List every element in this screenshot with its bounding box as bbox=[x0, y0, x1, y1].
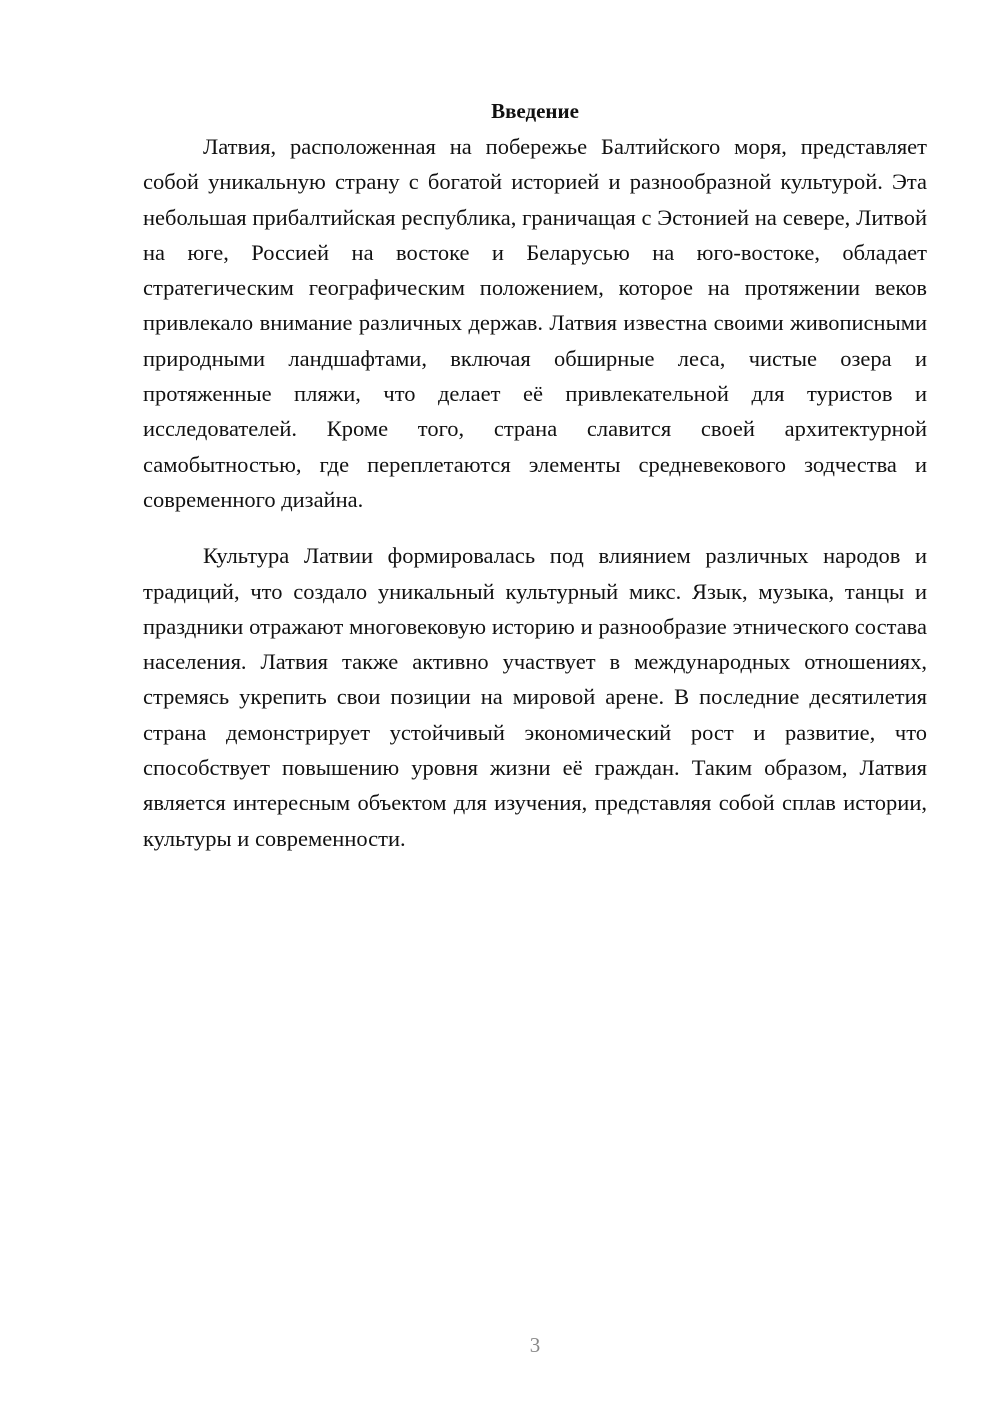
section-title: Введение bbox=[491, 99, 579, 123]
page-number: 3 bbox=[529, 1333, 541, 1357]
paragraph-2: Культура Латвии формировалась под влиянием различных народов и традиций, что создало уникальный культурный микс. Язык, музыка, танцы и праздники отражают многовековую историю и разнообразие этнического состава населения. Латвия также активно участвует в международных отношениях, стремясь укрепить свои позиции на мировой арене. В последние десятилетия страна демонстрирует устойчивый экономический рост и развитие, что способствует повышению уровня жизни её граждан. Таким образом, Латвия является интересным объектом для изучения, представляя собой сплав истории, культуры и современности. bbox=[143, 543, 927, 851]
paragraph-1: Латвия, расположенная на побережье Балтийского моря, представляет собой уникальную страну с богатой историей и разнообразной культурой. Эта небольшая прибалтийская республика, граничащая с Эстонией на севере, Литвой на юге, Россией на востоке и Беларусью на юго-востоке, обладает стратегическим географическим положением, которое на протяжении веков привлекало внимание различных держав. Латвия известна своими живописными природными ландшафтами, включая обширные леса, чистые озера и протяженные пляжи, что делает её привлекательной для туристов и исследователей. Кроме того, страна славится своей архитектурной самобытностью, где переплетаются элементы средневекового зодчества и современного дизайна. bbox=[143, 134, 927, 512]
page-content bbox=[143, 94, 927, 856]
